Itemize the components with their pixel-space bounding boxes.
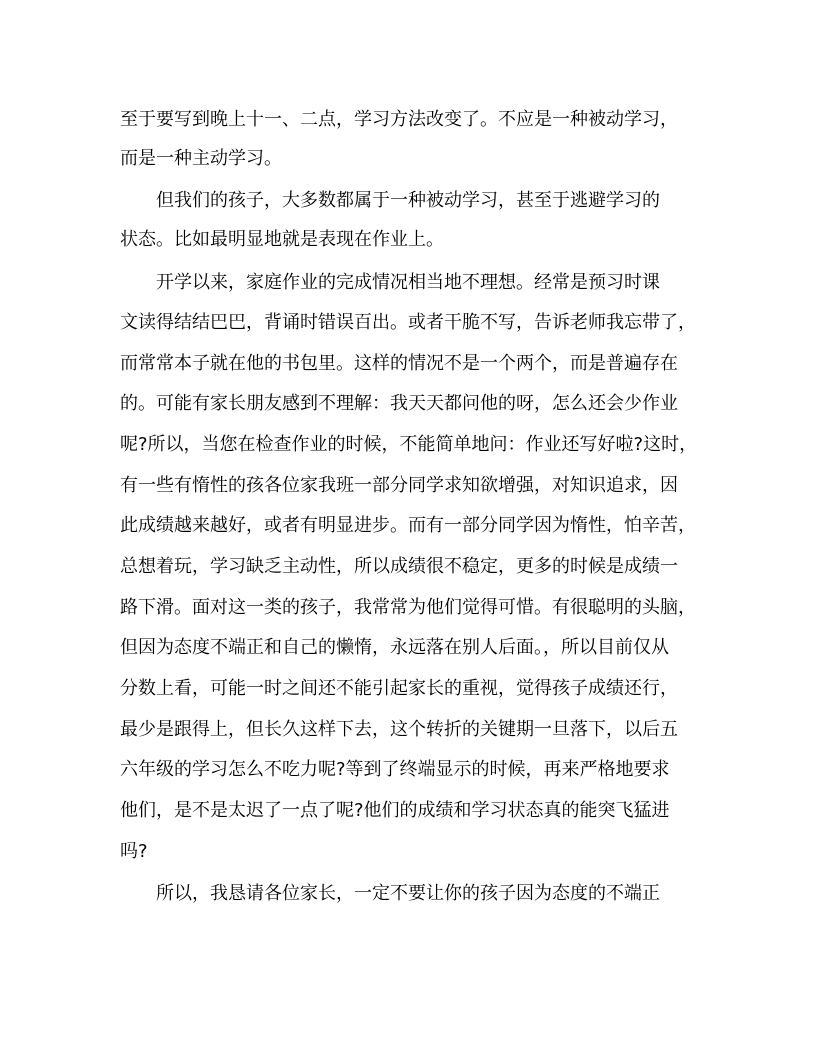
text-line: 状态。比如最明显地就是表现在作业上。 <box>120 229 444 250</box>
text-line: 有一些有惰性的孩各位家我班一部分同学求知欲增强，对知识追求，因 <box>120 475 678 496</box>
text-line: 但因为态度不端正和自己的懒惰，永远落在别人后面。，所以目前仅从 <box>120 637 669 658</box>
text-line: 他们，是不是太迟了一点了呢?他们的成绩和学习状态真的能突飞猛进 <box>120 800 670 821</box>
text-line: 而是一种主动学习。 <box>120 148 282 169</box>
text-line: 但我们的孩子，大多数都属于一种被动学习，甚至于逃避学习的 <box>156 190 660 211</box>
text-line: 至于要写到晚上十一、二点，学习方法改变了。不应是一种被动学习， <box>120 109 678 130</box>
text-line: 所以，我恳请各位家长，一定不要让你的孩子因为态度的不端正 <box>156 883 660 904</box>
text-line: 总想着玩，学习缺乏主动性，所以成绩很不稳定，更多的时候是成绩一 <box>120 556 678 577</box>
text-line: 分数上看，可能一时之间还不能引起家长的重视，觉得孩子成绩还行， <box>120 678 678 699</box>
text-line: 开学以来，家庭作业的完成情况相当地不理想。经常是预习时课 <box>156 272 660 293</box>
text-line: 此成绩越来越好，或者有明显进步。而有一部分同学因为惰性，怕辛苦， <box>120 515 696 536</box>
text-line: 而常常本子就在他的书包里。这样的情况不是一个两个，而是普遍存在 <box>120 353 678 374</box>
text-line: 呢?所以，当您在检查作业的时候，不能简单地问：作业还写好啦?这时， <box>120 434 698 455</box>
text-line: 最少是跟得上，但长久这样下去，这个转折的关键期一旦落下，以后五 <box>120 719 678 740</box>
text-line: 路下滑。面对这一类的孩子，我常常为他们觉得可惜。有很聪明的头脑， <box>120 597 696 618</box>
text-line: 吗? <box>120 841 148 862</box>
text-line: 文读得结结巴巴，背诵时错误百出。或者干脆不写，告诉老师我忘带了， <box>120 312 696 333</box>
text-line: 六年级的学习怎么不吃力呢?等到了终端显示的时候，再来严格地要求 <box>120 759 670 780</box>
text-line: 的。可能有家长朋友感到不理解：我天天都问他的呀，怎么还会少作业 <box>120 393 678 414</box>
